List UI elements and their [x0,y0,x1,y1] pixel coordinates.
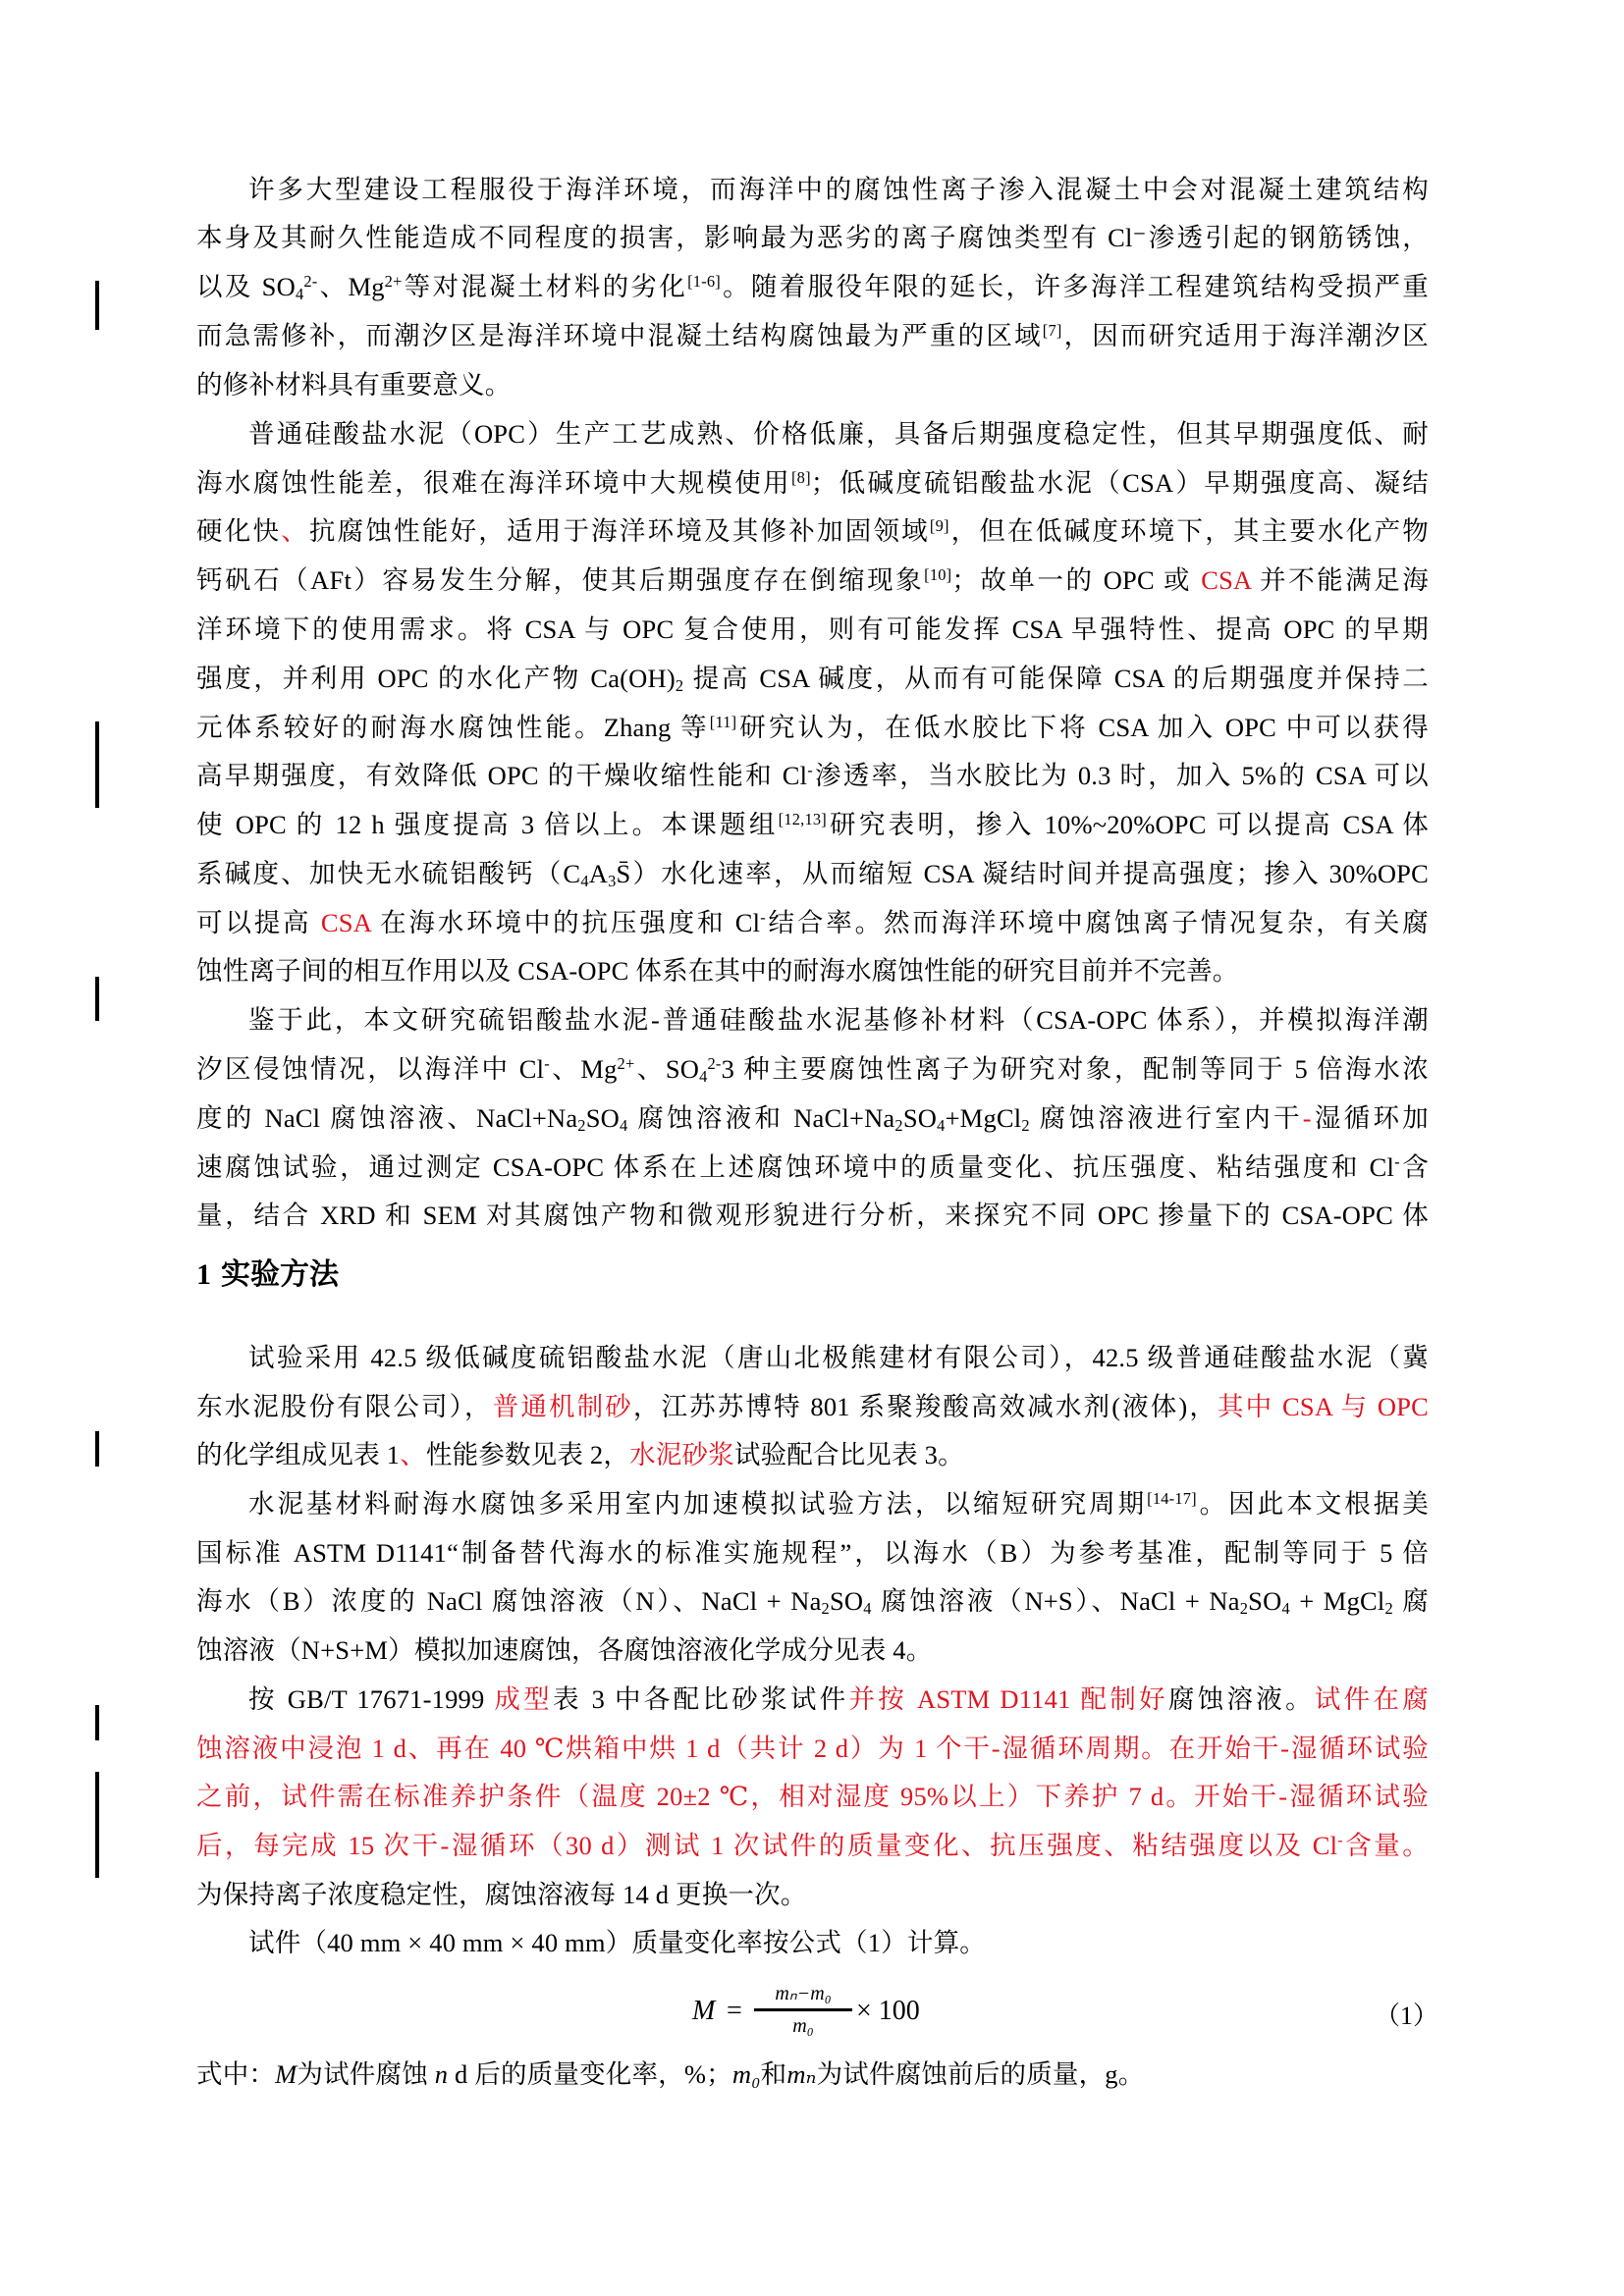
paragraph-line: 为保持离子浓度稳定性，腐蚀溶液每 14 d 更换一次。 [196,1880,807,1909]
paragraph-line: 式中：M为试件腐蚀 n d 后的质量变化率，%；m₀和mₙ为试件腐蚀前后的质量，g。 [196,2059,1145,2089]
paragraph-line: 度的 NaCl 腐蚀溶液、$NaCl+Na_2SO_4$ 腐蚀溶液和 $NaCl+Na_2SO_4+MgCl_2$ 腐蚀溶液进行室内干-湿循环加 [196,1103,1429,1136]
paragraph-line: 的化学组成见表 1、性能参数见表 2，水泥砂浆试验配合比见表 3。 [196,1440,964,1469]
revision-highlight: 水泥砂浆 [629,1440,734,1469]
revision-highlight: 成型 [494,1684,553,1714]
paragraph-line: 高早期强度，有效降低 OPC 的干燥收缩性能和 Cl-渗透率，当水胶比为 0.3 时，加入 5%的 CSA 可以 [196,760,1430,790]
denominator: m₀ [792,2015,814,2037]
revision-highlight: 试件在腐 [1314,1684,1429,1714]
paragraph-line: 本身及其耐久性能造成不同程度的损害，影响最为恶劣的离子腐蚀类型有 Cl⁻渗透引起的钢筋锈蚀， [196,223,1429,252]
paragraph-line: 系碱度、加快无水硫铝酸钙$(C_4A_3S̄)$水化速率，从而缩短 CSA 凝结时间并提高强度；掺入 30%OPC [196,859,1429,891]
paragraph-line: 可以提高 CSA 在海水环境中的抗压强度和 Cl-结合率。然而海洋环境中腐蚀离子情况复杂，有关腐 [196,907,1429,937]
change-bar [95,721,99,808]
paragraph-line: 洋环境下的使用需求。将 CSA 与 OPC 复合使用，则有可能发挥 CSA 早强特性、提高 OPC 的早期 [196,614,1429,644]
equation-number: （1） [1375,2002,1439,2030]
fraction-bar [754,2008,852,2011]
paragraph-line: 而急需修补，而潮汐区是海洋环境中混凝土结构腐蚀最为严重的区域[7]，因而研究适用于海洋潮汐区 [196,320,1429,350]
paragraph-line: 普通硅酸盐水泥（OPC）生产工艺成熟、价格低廉，具备后期强度稳定性，但其早期强度低、耐 [248,419,1429,449]
revision-highlight: 并按 ASTM D1141 配制好 [848,1684,1168,1714]
revision-highlight: CSA [1201,565,1251,595]
paragraph-line: 元体系较好的耐海水腐蚀性能。Zhang 等[11]研究认为，在低水胶比下将 CSA 加入 OPC 中可以获得 [196,712,1429,742]
revision-highlight: 普通机制砂 [492,1392,633,1421]
equation-lhs: M [692,1996,716,2026]
equals-sign: = [727,1996,742,2026]
paragraph-line: 试件（40 mm × 40 mm × 40 mm）质量变化率按公式（1）计算。 [248,1928,986,1957]
paragraph-line: 国标准 ASTM D1141“制备替代海水的标准实施规程”，以海水（B）为参考基准，配制等同于 5 倍 [196,1538,1429,1568]
revision-highlight: 其中 CSA 与 OPC [1218,1392,1430,1421]
paragraph-line: 强度，并利用 OPC 的水化产物 $Ca(OH)_2$ 提高 CSA 碱度，从而有可能保障 CSA 的后期强度并保持二 [196,664,1430,696]
paragraph-line: 以及 $SO_4^{2-}$、$Mg^{2+}$等对混凝土材料的劣化[1-6]。随着服役年限的延长，许多海洋工程建筑结构受损严重 [196,271,1430,304]
paragraph-line: 海水腐蚀性能差，很难在海洋环境中大规模使用[8]；低碱度硫铝酸盐水泥（CSA）早期强度高、凝结 [196,467,1430,498]
paragraph-line: 使 OPC 的 12 h 强度提高 3 倍以上。本课题组[12,13]研究表明，掺入 10%~20%OPC 可以提高 CSA 体 [196,809,1429,839]
paragraph-line: 蚀溶液中浸泡 1 d、再在 40 ℃烘箱中烘 1 d（共计 2 d）为 1 个干-湿循环周期。在开始干-湿循环试验 [196,1734,1429,1763]
paragraph-line: 汐区侵蚀情况，以海洋中 Cl-、$Mg^{2+}$、$SO_4^{2-}3$ 种主要腐蚀性离子为研究对象，配制等同于 5 倍海水浓 [196,1053,1429,1087]
paragraph-line: 后，每完成 15 次干-湿循环（30 d）测试 1 次试件的质量变化、抗压强度、粘结强度以及 Cl-含量。 [196,1830,1429,1860]
fraction [754,1981,852,2039]
paragraph-line: 之前，试件需在标准养护条件（温度 20±2 ℃，相对湿度 95%以上）下养护 7 d。开始干-湿循环试验 [196,1782,1429,1811]
paragraph-line: 水泥基材料耐海水腐蚀多采用室内加速模拟试验方法，以缩短研究周期[14-17]。因此本文根据美 [248,1488,1429,1519]
paragraph-line: 蚀溶液（N+S+M）模拟加速腐蚀，各腐蚀溶液化学成分见表 4。 [196,1635,933,1665]
paragraph-line: 硬化快、抗腐蚀性能好，适用于海洋环境及其修补加固领域[9]，但在低碱度环境下，其主要水化产物 [196,515,1430,546]
change-bar [95,1705,99,1740]
revision-highlight: CSA [320,908,371,937]
multiplier: × 100 [856,1996,920,2026]
change-bar [95,977,99,1021]
change-bar [95,1431,99,1467]
paragraph-line: 按 GB/T 17671-1999 成型表 3 中各配比砂浆试件并按 ASTM D1141 配制好腐蚀溶液。试件在腐 [248,1684,1429,1714]
change-bar [95,281,99,330]
paragraph-line: 许多大型建设工程服役于海洋环境，而海洋中的腐蚀性离子渗入混凝土中会对混凝土建筑结构 [248,175,1429,204]
section-heading: 1 实验方法 [196,1257,339,1292]
paragraph-line: 蚀性离子间的相互作用以及 CSA-OPC 体系在其中的耐海水腐蚀性能的研究目前并不完善。 [196,956,1239,986]
paragraph-line: 海水（B）浓度的 NaCl 腐蚀溶液（N）、NaCl + $Na_2SO_4$ 腐蚀溶液（N+S）、NaCl + $Na_2SO_4$ + MgCl$_2$ 腐 [196,1586,1429,1619]
paragraph-line: 试验采用 42.5 级低碱度硫铝酸盐水泥（唐山北极熊建材有限公司），42.5 级普通硅酸盐水泥（冀 [248,1343,1429,1372]
paragraph-line: 的修补材料具有重要意义。 [196,370,512,400]
paragraph-line: 量，结合 XRD 和 SEM 对其腐蚀产物和微观形貌进行分析，来探究不同 OPC 掺量下的 CSA-OPC 体 [196,1201,1429,1230]
paragraph-line: 鉴于此，本文研究硫铝酸盐水泥-普通硅酸盐水泥基修补材料（CSA-OPC 体系），并模拟海洋潮 [248,1005,1429,1035]
change-bar [95,1772,99,1878]
paragraph-line: 速腐蚀试验，通过测定 CSA-OPC 体系在上述腐蚀环境中的质量变化、抗压强度、粘结强度和 Cl-含 [196,1151,1429,1182]
paragraph-line: 钙矾石（AFt）容易发生分解，使其后期强度存在倒缩现象[10]；故单一的 OPC 或 CSA 并不能满足海 [196,564,1430,595]
paragraph-line: 东水泥股份有限公司），普通机制砂，江苏苏博特 801 系聚羧酸高效减水剂(液体)，其中 CSA 与 OPC [196,1392,1430,1421]
numerator: mₙ−m₀ [775,1983,832,2004]
